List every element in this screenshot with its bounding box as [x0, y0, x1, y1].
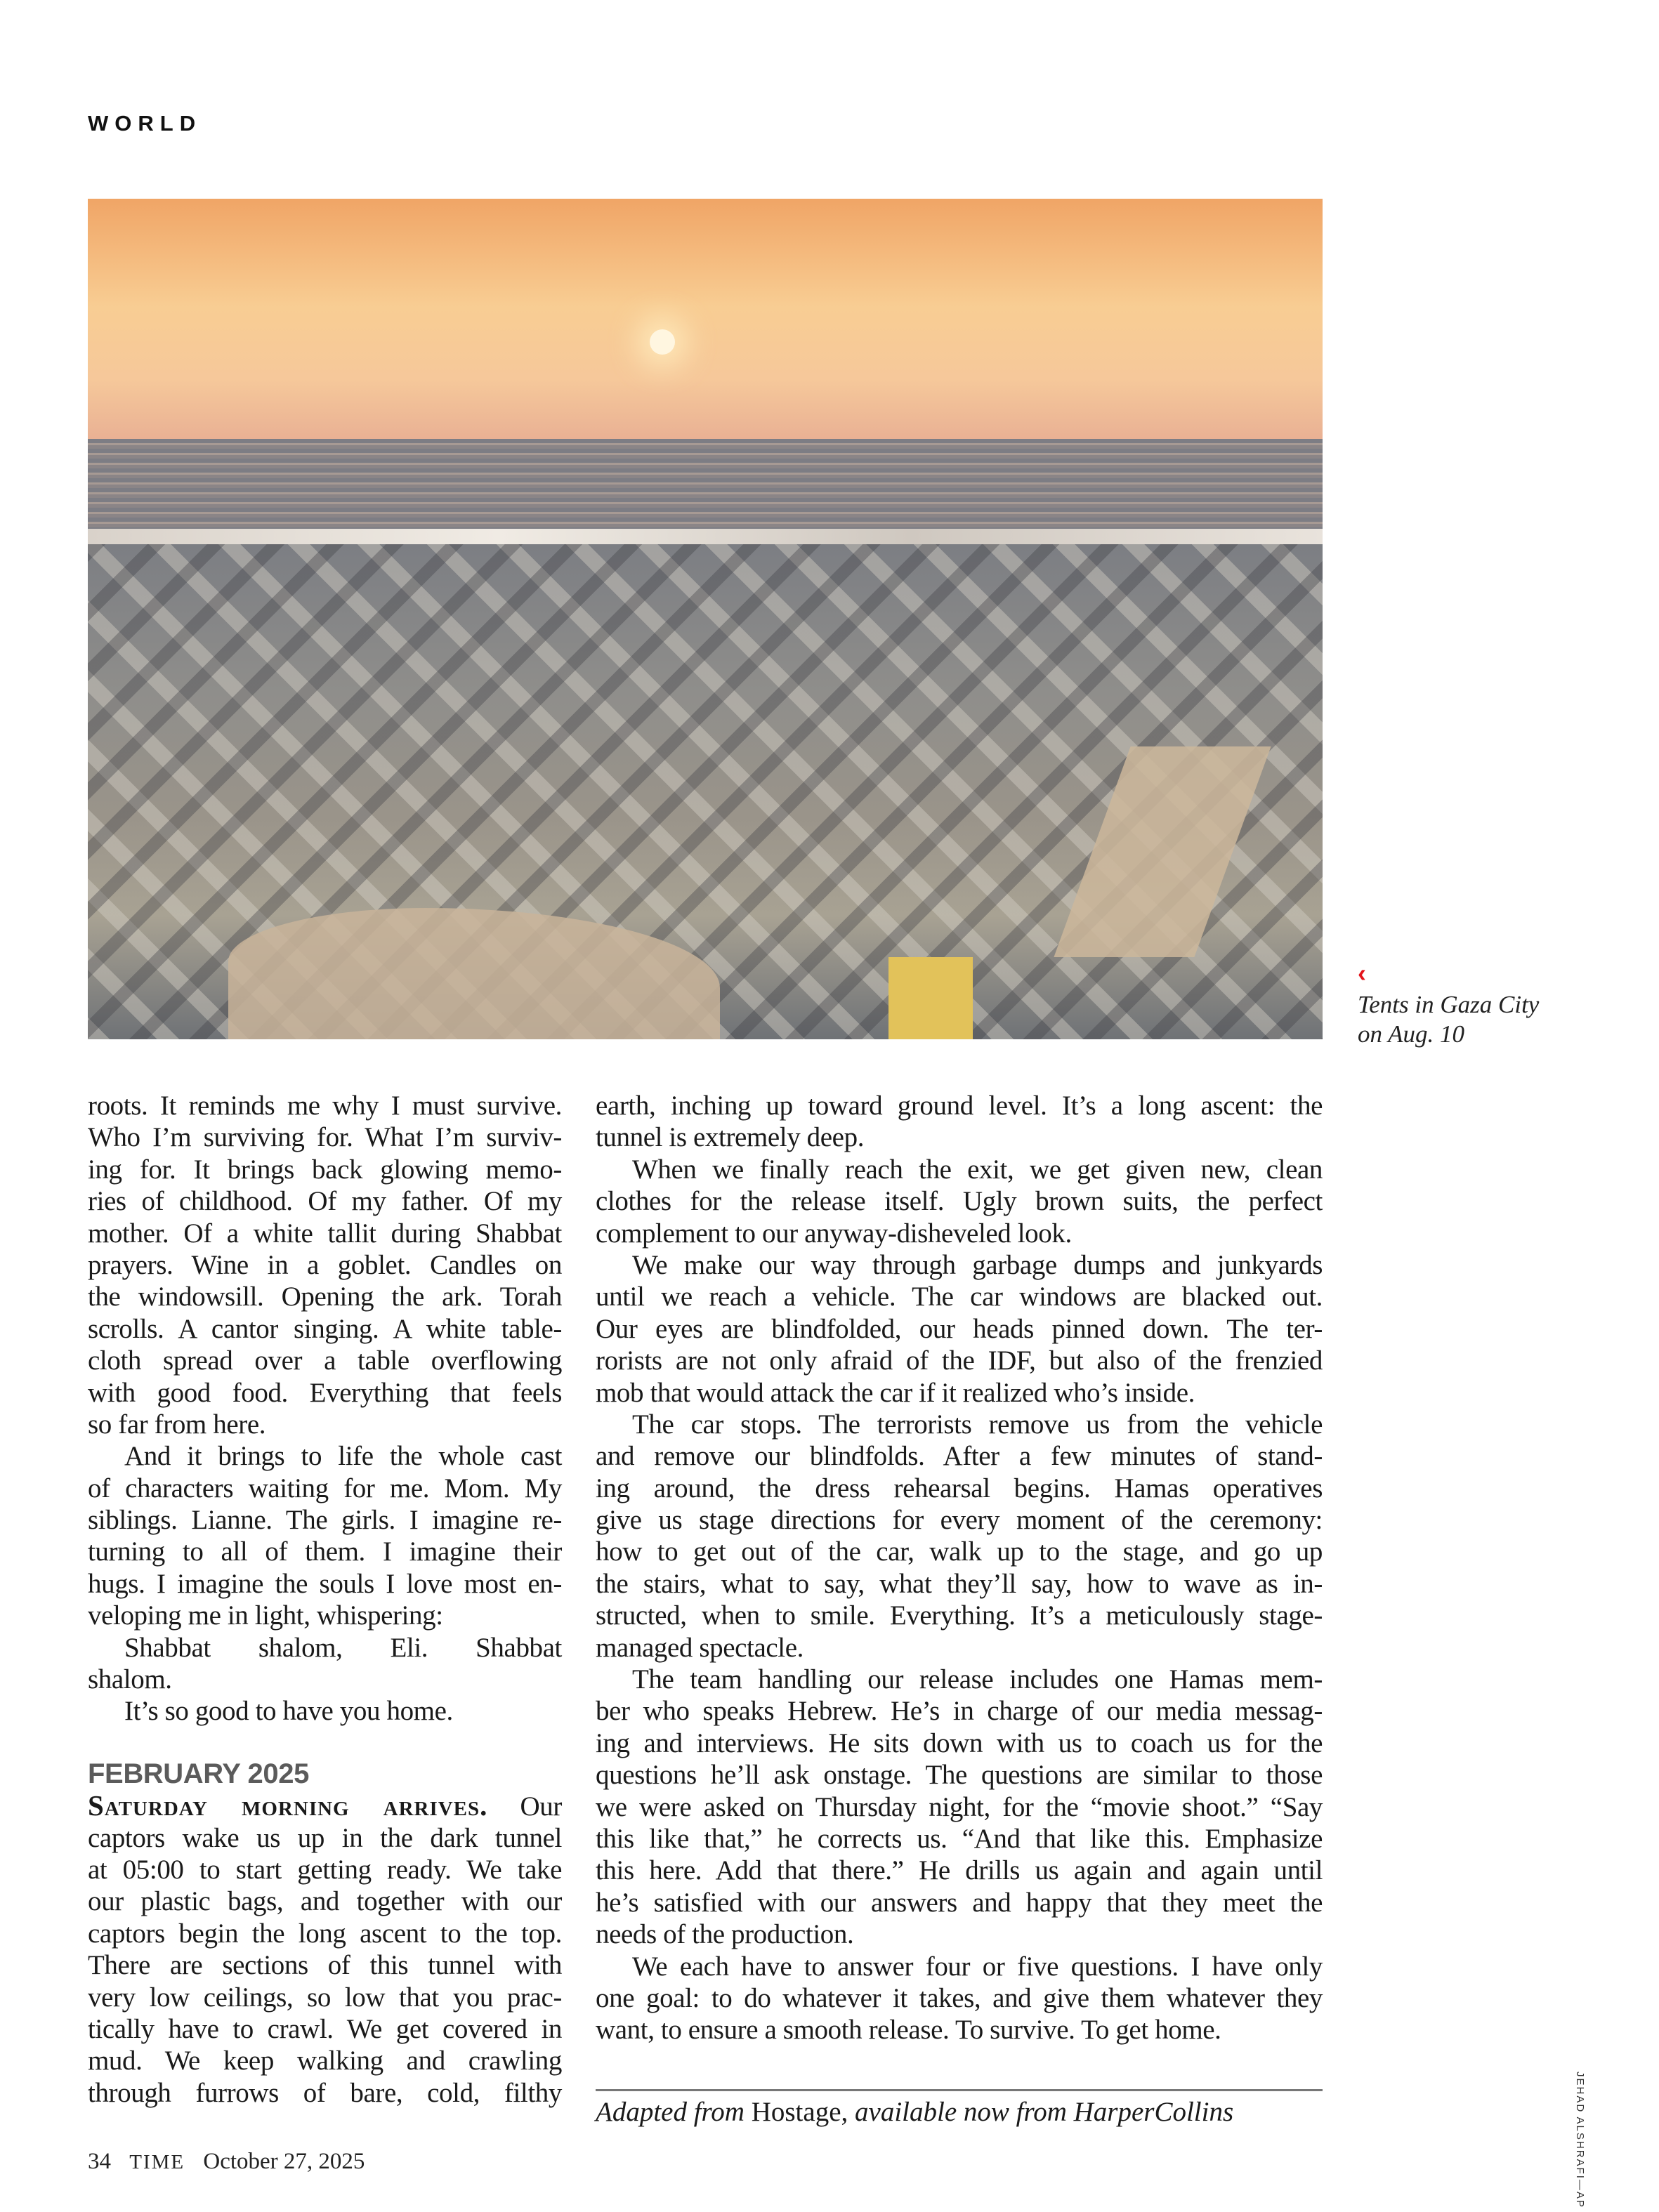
text-line: ing and interviews. He sits down with us to coach us for the — [596, 1727, 1323, 1758]
text-line: until we reach a vehicle. The car windows are blacked out. — [596, 1282, 1323, 1312]
text-line: The team handling our release includes one Hamas mem- — [632, 1664, 1323, 1695]
text-line: clothes for the release itself. Ugly brown suits, the perfect — [596, 1186, 1323, 1217]
divider — [596, 2089, 1323, 2091]
magazine-name: TIME — [129, 2151, 185, 2173]
photo-tents-gaza — [88, 199, 1323, 1039]
text-line: veloping me in light, whispering: — [88, 1600, 443, 1631]
text-line: and remove our blindfolds. After a few minutes of stand- — [596, 1441, 1323, 1472]
adaptation-credit — [596, 2096, 1233, 2128]
text-line: Our eyes are blindfolded, our heads pinned down. The ter- — [596, 1313, 1323, 1344]
text-line: Shabbat shalom, Eli. Shabbat — [124, 1632, 562, 1663]
text-line: complement to our anyway-disheveled look. — [596, 1218, 1072, 1249]
text-line: There are sections of this tunnel with — [88, 1950, 562, 1981]
text-line: mob that would attack the car if it realized who’s inside. — [596, 1377, 1195, 1408]
text-line: captors wake us up in the dark tunnel — [88, 1822, 562, 1853]
article-column-1 — [88, 1090, 562, 2109]
caption-line: Tents in Gaza City — [1358, 991, 1540, 1018]
text-line: It’s so good to have you home. — [124, 1696, 453, 1727]
credit-prefix: Adapted from — [596, 2097, 745, 2127]
text-line: Who I’m surviving for. What I’m surviv- — [88, 1122, 562, 1153]
text-line: the windowsill. Opening the ark. Torah — [88, 1282, 562, 1312]
text-line: ries of childhood. Of my father. Of my — [88, 1186, 562, 1217]
text-line: cloth spread over a table overflowing — [88, 1345, 562, 1376]
page-footer — [88, 2149, 377, 2175]
section-label: WORLD — [88, 111, 202, 136]
text-line: ing for. It brings back glowing memo- — [88, 1154, 562, 1185]
lead-in: Saturday morning arrives. — [88, 1789, 488, 1822]
article-column-2 — [596, 1090, 1323, 2046]
issue-date: October 27, 2025 — [203, 2149, 365, 2174]
credit-suffix: available now from HarperCollins — [855, 2097, 1234, 2127]
text-line: our plastic bags, and together with our — [88, 1886, 562, 1917]
text-line: We make our way through garbage dumps and junkyards — [632, 1249, 1323, 1280]
text-line: mother. Of a white tallit during Shabbat — [88, 1218, 562, 1249]
text-line: mud. We keep walking and crawling — [88, 2046, 562, 2076]
credit-title: Hostage, — [744, 2097, 855, 2127]
chevron-left-icon: ‹ — [1358, 959, 1366, 987]
text-line: tunnel is extremely deep. — [596, 1122, 865, 1153]
text-line: turning to all of them. I imagine their — [88, 1536, 562, 1567]
text-line-rest: Our — [487, 1791, 562, 1822]
text-line: one goal: to do whatever it takes, and give them whatever they — [596, 1982, 1323, 2013]
text-line: shalom. — [88, 1664, 172, 1695]
section-heading: FEBRUARY 2025 — [88, 1758, 309, 1789]
text-line — [88, 1790, 562, 1822]
text-line: prayers. Wine in a goblet. Candles on — [88, 1249, 562, 1280]
text-line: managed spectacle. — [596, 1632, 804, 1663]
text-line: the stairs, what to say, what they’ll say, how to wave as in- — [596, 1568, 1323, 1599]
text-line: questions he’ll ask onstage. The questions are similar to those — [596, 1760, 1323, 1791]
photo-credit: JEHAD ALSHRAFI—AP — [1574, 2072, 1586, 2208]
text-line: through furrows of bare, cold, filthy — [88, 2077, 562, 2108]
text-line: hugs. I imagine the souls I love most en- — [88, 1568, 562, 1599]
photo-surf — [88, 529, 1323, 544]
photo-caption — [1358, 961, 1539, 1049]
text-line: structed, when to smile. Everything. It’s a meticulously stage- — [596, 1600, 1323, 1631]
text-line: captors begin the long ascent to the top. — [88, 1918, 562, 1949]
photo-yellow-structure — [888, 957, 973, 1039]
text-line: The car stops. The terrorists remove us from the vehicle — [632, 1409, 1323, 1440]
text-line: want, to ensure a smooth release. To survive. To get home. — [596, 2015, 1221, 2046]
text-line: ber who speaks Hebrew. He’s in charge of our media messag- — [596, 1696, 1323, 1727]
text-line: give us stage directions for every moment of the ceremony: — [596, 1505, 1323, 1536]
text-line: earth, inching up toward ground level. It’s a long ascent: the — [596, 1091, 1323, 1121]
text-line: he’s satisfied with our answers and happy that they meet the — [596, 1887, 1323, 1918]
text-line: of characters waiting for me. Mom. My — [88, 1473, 562, 1503]
text-line: needs of the production. — [596, 1919, 854, 1950]
text-line: We each have to answer four or five questions. I have only — [632, 1951, 1323, 1982]
text-line: ing around, the dress rehearsal begins. Hamas operatives — [596, 1473, 1323, 1503]
text-line: roots. It reminds me why I must survive. — [88, 1091, 562, 1121]
text-line: very low ceilings, so low that you prac- — [88, 1982, 562, 2013]
text-line: at 05:00 to start getting ready. We take — [88, 1854, 562, 1885]
page-number: 34 — [88, 2149, 111, 2174]
text-line: siblings. Lianne. The girls. I imagine re- — [88, 1505, 562, 1536]
caption-line: on Aug. 10 — [1358, 1020, 1464, 1048]
text-line: we were asked on Thursday night, for the “movie shoot.” “Say — [596, 1791, 1323, 1822]
text-line: this like that,” he corrects us. “And that like this. Emphasize — [596, 1823, 1323, 1854]
text-line: When we finally reach the exit, we get given new, clean — [632, 1154, 1323, 1185]
text-line: And it brings to life the whole cast — [124, 1441, 562, 1472]
text-line: this here. Add that there.” He drills us again and again until — [596, 1855, 1323, 1886]
photo-sky — [88, 199, 1323, 439]
text-line: tically have to crawl. We get covered in — [88, 2013, 562, 2044]
text-line: with good food. Everything that feels — [88, 1377, 562, 1408]
text-line: scrolls. A cantor singing. A white table- — [88, 1313, 562, 1344]
text-line: rorists are not only afraid of the IDF, but also of the frenzied — [596, 1345, 1323, 1376]
photo-sun — [650, 329, 675, 355]
text-line: how to get out of the car, walk up to the stage, and go up — [596, 1536, 1323, 1567]
text-line: so far from here. — [88, 1409, 266, 1440]
